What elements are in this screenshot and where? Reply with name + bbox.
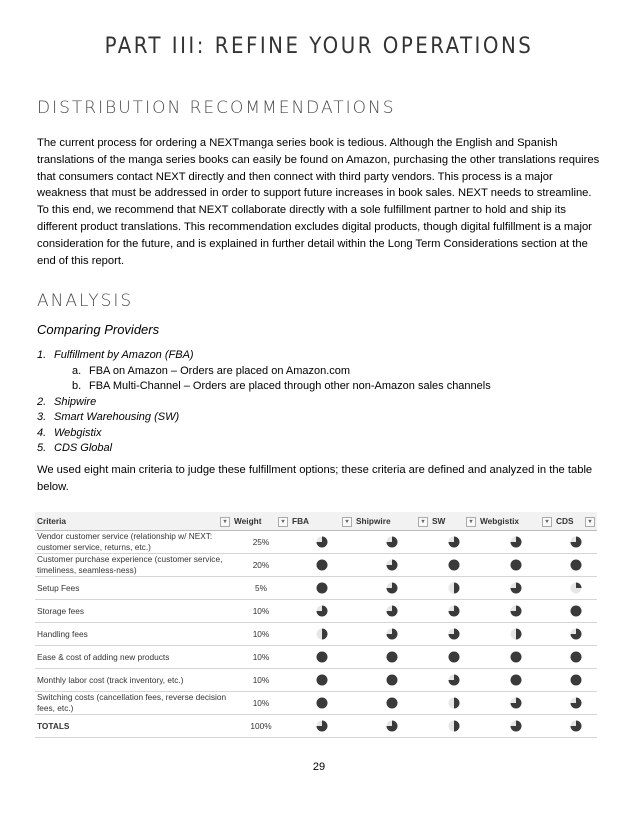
harvey-ball-icon [448,720,460,732]
harvey-ball-icon [510,651,522,663]
harvey-ball-icon [316,605,328,617]
score-cell [290,577,354,600]
harvey-ball-icon [316,628,328,640]
score-cell [478,646,554,669]
score-cell [290,623,354,646]
harvey-ball-icon [570,582,582,594]
harvey-ball-icon [386,628,398,640]
score-cell [430,600,478,623]
table-row [35,715,597,738]
table-row [35,646,597,669]
column-header-weight: Weight ▾ [232,512,290,531]
score-cell [430,692,478,715]
harvey-ball-icon [386,674,398,686]
score-cell [430,715,478,738]
weight-cell: 20% [232,554,290,577]
harvey-ball-icon [510,582,522,594]
harvey-ball-icon [448,651,460,663]
criteria-cell: Setup Fees [35,577,232,600]
harvey-ball-icon [448,536,460,548]
table-row [35,692,597,715]
harvey-ball-icon [386,582,398,594]
harvey-ball-icon [448,605,460,617]
criteria-cell: Storage fees [35,600,232,623]
harvey-ball-icon [386,651,398,663]
distribution-heading: DISTRIBUTION RECOMMENDATIONS [37,98,396,118]
harvey-ball-icon [570,674,582,686]
score-cell [290,531,354,554]
harvey-ball-icon [448,697,460,709]
criteria-cell: Customer purchase experience (customer service, timeliness, seamless-ness) [35,554,232,577]
score-cell [554,600,597,623]
harvey-ball-icon [386,697,398,709]
harvey-ball-icon [570,651,582,663]
score-cell [290,554,354,577]
table-row [35,669,597,692]
score-cell [478,577,554,600]
list-subitem: a. FBA on Amazon – Orders are placed on Amazon.com [72,364,351,377]
column-header-shipwire: Shipwire ▾ [354,512,430,531]
comparing-providers-heading: Comparing Providers [37,322,160,337]
harvey-ball-icon [386,536,398,548]
harvey-ball-icon [448,628,460,640]
table-row [35,531,597,554]
harvey-ball-icon [448,674,460,686]
harvey-ball-icon [316,674,328,686]
filter-dropdown-icon[interactable]: ▾ [278,517,288,527]
score-cell [290,646,354,669]
criteria-cell: Vendor customer service (relationship w/ NEXT: customer service, returns, etc.) [35,531,232,554]
score-cell [354,669,430,692]
harvey-ball-icon [386,720,398,732]
column-header-sw: SW ▾ [430,512,478,531]
harvey-ball-icon [510,674,522,686]
score-cell [354,531,430,554]
harvey-ball-icon [510,536,522,548]
score-cell [478,531,554,554]
score-cell [554,669,597,692]
weight-cell: 100% [232,715,290,738]
filter-dropdown-icon[interactable]: ▾ [418,517,428,527]
table-header-row [35,512,597,531]
score-cell [430,623,478,646]
filter-dropdown-icon[interactable]: ▾ [542,517,552,527]
weight-cell: 10% [232,692,290,715]
score-cell [478,554,554,577]
harvey-ball-icon [570,536,582,548]
filter-dropdown-icon[interactable]: ▾ [585,517,595,527]
score-cell [478,623,554,646]
analysis-heading: ANALYSIS [37,291,134,311]
score-cell [354,646,430,669]
harvey-ball-icon [448,559,460,571]
score-cell [478,692,554,715]
score-cell [430,669,478,692]
score-cell [354,692,430,715]
criteria-cell: Ease & cost of adding new products [35,646,232,669]
list-item: 4. Webgistix [37,426,102,439]
score-cell [354,715,430,738]
filter-dropdown-icon[interactable]: ▾ [342,517,352,527]
score-cell [554,554,597,577]
table-row [35,600,597,623]
list-item: 3. Smart Warehousing (SW) [37,411,180,423]
harvey-ball-icon [316,697,328,709]
table-row [35,577,597,600]
criteria-cell: Monthly labor cost (track inventory, etc.) [35,669,232,692]
score-cell [430,646,478,669]
harvey-ball-icon [510,559,522,571]
harvey-ball-icon [570,605,582,617]
provider-list [37,348,617,457]
score-cell [430,577,478,600]
criteria-cell: Switching costs (cancellation fees, reverse decision fees, etc.) [35,692,232,715]
column-header-cds: CDS ▾ [554,512,597,531]
score-cell [554,623,597,646]
list-subitem: b. FBA Multi-Channel – Orders are placed through other non-Amazon sales channels [72,380,491,392]
score-cell [354,600,430,623]
harvey-ball-icon [570,628,582,640]
table-intro: We used eight main criteria to judge these fulfillment options; these criteria are defined and analyzed in the table below. [37,464,593,493]
list-item: 1. Fulfillment by Amazon (FBA) [37,349,194,361]
harvey-ball-icon [316,559,328,571]
column-header-fba: FBA ▾ [290,512,354,531]
score-cell [290,715,354,738]
weight-cell: 10% [232,669,290,692]
table-row [35,623,597,646]
score-cell [478,669,554,692]
criteria-table [35,512,597,738]
list-item: 5. CDS Global [37,442,113,454]
page-number: 29 [312,761,326,773]
score-cell [554,646,597,669]
harvey-ball-icon [570,559,582,571]
distribution-paragraph: The current process for ordering a NEXTmanga series book is tedious. Although the English and Spanish translations of the manga series books can easily be found on Amazon, purchasing the other translations requires that consumers contact NEXT directly and then connect with third party vendors. This process is a major weakness that must be addressed in order to support future increases in book sales. NEXT needs to streamline. To this end, we recommend that NEXT collaborate directly with a sole fulfillment partner to hold and ship its different product translations. This recommendation excludes digital products, though digital fulfillment is a major consideration for the future, and is explained in further detail within the Long Term Considerations section at the end of this report. [37,137,600,267]
harvey-ball-icon [510,628,522,640]
harvey-ball-icon [510,605,522,617]
harvey-ball-icon [316,536,328,548]
weight-cell: 5% [232,577,290,600]
score-cell [554,531,597,554]
harvey-ball-icon [316,582,328,594]
weight-cell: 10% [232,646,290,669]
criteria-cell: Handling fees [35,623,232,646]
column-header-webgistix: Webgistix ▾ [478,512,554,531]
harvey-ball-icon [570,720,582,732]
filter-dropdown-icon[interactable]: ▾ [466,517,476,527]
harvey-ball-icon [510,697,522,709]
table-row [35,554,597,577]
list-item: 2. Shipwire [37,395,97,408]
score-cell [290,692,354,715]
weight-cell: 10% [232,623,290,646]
harvey-ball-icon [316,651,328,663]
score-cell [554,577,597,600]
score-cell [554,715,597,738]
column-header-criteria: Criteria ▾ [35,512,232,531]
score-cell [354,623,430,646]
harvey-ball-icon [386,559,398,571]
score-cell [430,531,478,554]
weight-cell: 10% [232,600,290,623]
weight-cell: 25% [232,531,290,554]
score-cell [478,715,554,738]
harvey-ball-icon [386,605,398,617]
criteria-cell: TOTALS [35,715,232,738]
harvey-ball-icon [510,720,522,732]
filter-dropdown-icon[interactable]: ▾ [220,517,230,527]
score-cell [478,600,554,623]
score-cell [290,669,354,692]
harvey-ball-icon [316,720,328,732]
score-cell [290,600,354,623]
score-cell [430,554,478,577]
page-title: PART III: REFINE YOUR OPERATIONS [104,34,534,59]
score-cell [354,577,430,600]
score-cell [554,692,597,715]
harvey-ball-icon [448,582,460,594]
score-cell [354,554,430,577]
harvey-ball-icon [570,697,582,709]
